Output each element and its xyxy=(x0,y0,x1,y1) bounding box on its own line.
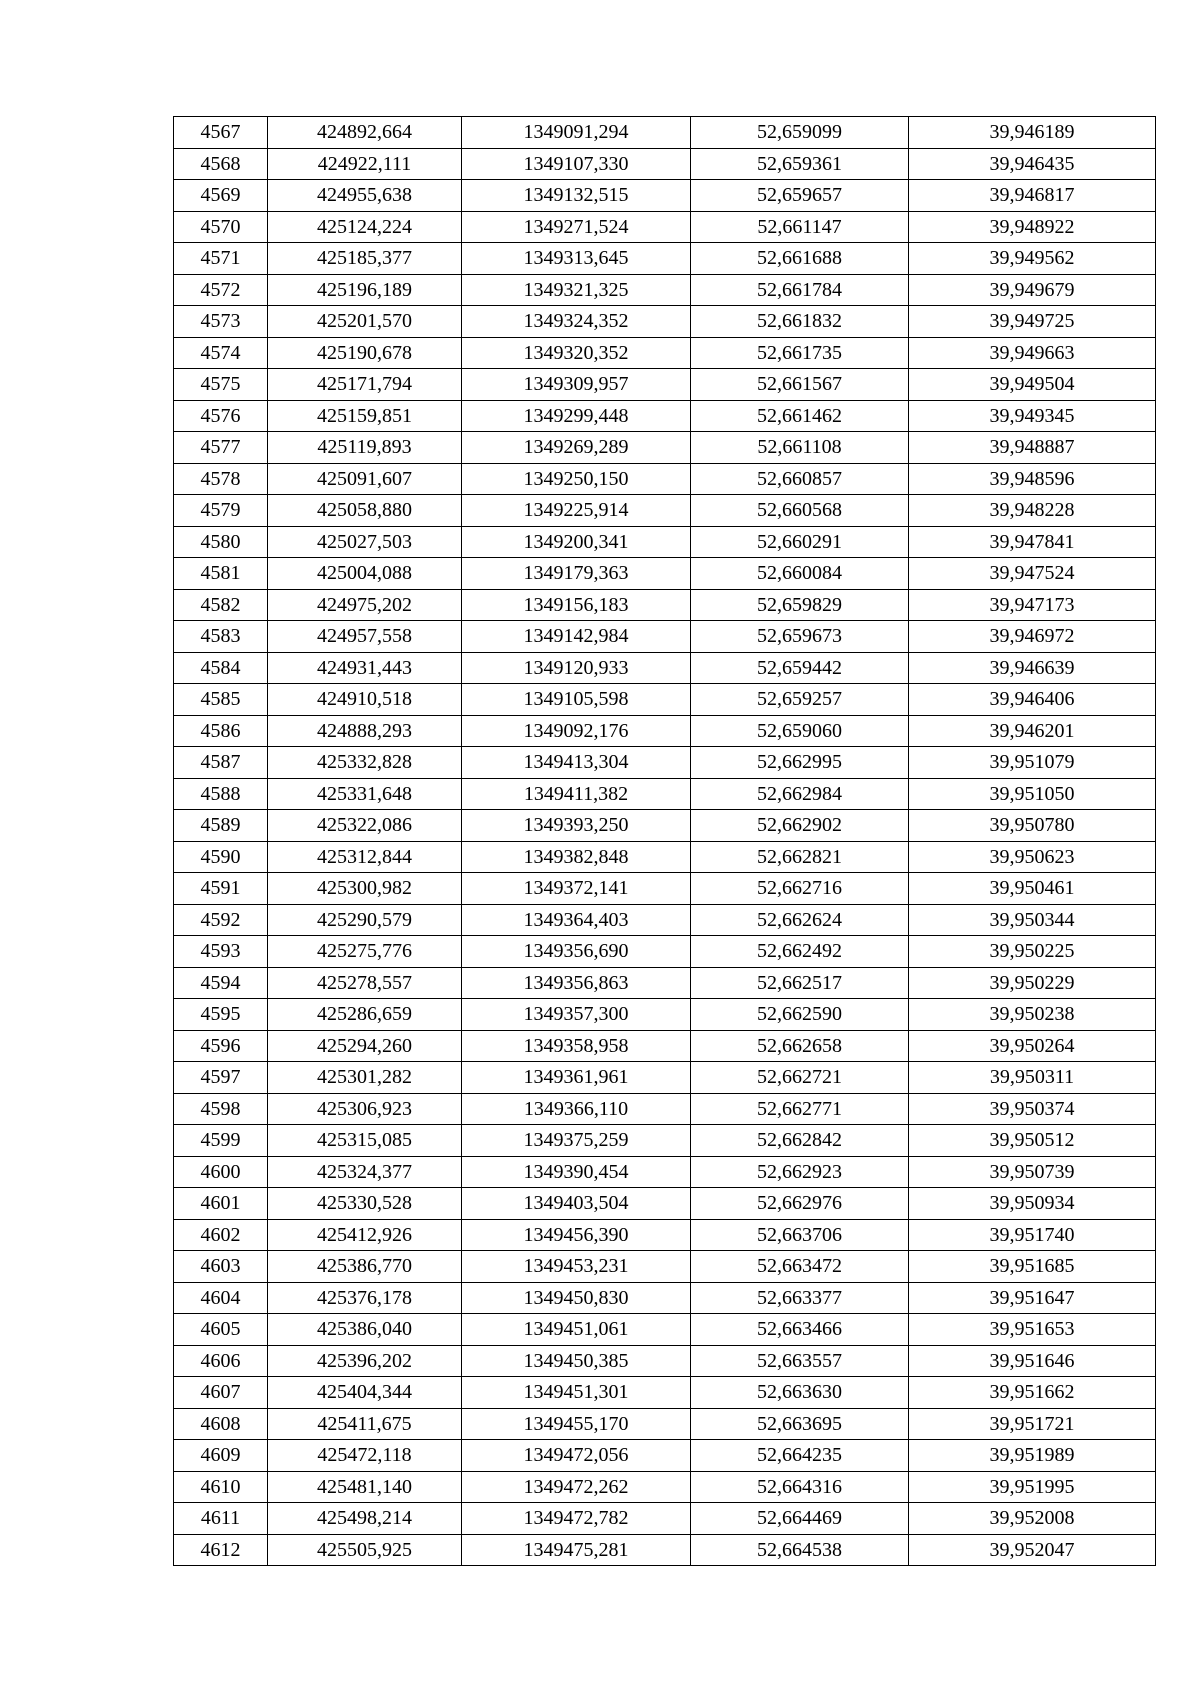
table-row xyxy=(174,1534,1156,1566)
longitude-cell: 39,946406 xyxy=(909,684,1156,716)
point-number-cell: 4596 xyxy=(174,1030,268,1062)
longitude-cell: 39,948887 xyxy=(909,432,1156,464)
table-row xyxy=(174,243,1156,275)
table-row xyxy=(174,589,1156,621)
x-coordinate-cell: 425159,851 xyxy=(268,400,462,432)
table-row xyxy=(174,369,1156,401)
latitude-cell: 52,659099 xyxy=(691,117,909,149)
point-number-cell: 4602 xyxy=(174,1219,268,1251)
table-row xyxy=(174,1251,1156,1283)
longitude-cell: 39,946201 xyxy=(909,715,1156,747)
longitude-cell: 39,949663 xyxy=(909,337,1156,369)
longitude-cell: 39,950374 xyxy=(909,1093,1156,1125)
latitude-cell: 52,662821 xyxy=(691,841,909,873)
x-coordinate-cell: 425286,659 xyxy=(268,999,462,1031)
point-number-cell: 4607 xyxy=(174,1377,268,1409)
longitude-cell: 39,951050 xyxy=(909,778,1156,810)
point-number-cell: 4599 xyxy=(174,1125,268,1157)
latitude-cell: 52,659361 xyxy=(691,148,909,180)
longitude-cell: 39,946639 xyxy=(909,652,1156,684)
x-coordinate-cell: 425312,844 xyxy=(268,841,462,873)
table-row xyxy=(174,1188,1156,1220)
latitude-cell: 52,662658 xyxy=(691,1030,909,1062)
table-row xyxy=(174,463,1156,495)
y-coordinate-cell: 1349132,515 xyxy=(462,180,691,212)
longitude-cell: 39,949562 xyxy=(909,243,1156,275)
x-coordinate-cell: 425324,377 xyxy=(268,1156,462,1188)
longitude-cell: 39,951740 xyxy=(909,1219,1156,1251)
point-number-cell: 4592 xyxy=(174,904,268,936)
latitude-cell: 52,661832 xyxy=(691,306,909,338)
y-coordinate-cell: 1349393,250 xyxy=(462,810,691,842)
x-coordinate-cell: 425185,377 xyxy=(268,243,462,275)
table-row xyxy=(174,841,1156,873)
x-coordinate-cell: 425275,776 xyxy=(268,936,462,968)
longitude-cell: 39,950225 xyxy=(909,936,1156,968)
latitude-cell: 52,662624 xyxy=(691,904,909,936)
x-coordinate-cell: 425332,828 xyxy=(268,747,462,779)
longitude-cell: 39,948228 xyxy=(909,495,1156,527)
y-coordinate-cell: 1349200,341 xyxy=(462,526,691,558)
y-coordinate-cell: 1349472,056 xyxy=(462,1440,691,1472)
y-coordinate-cell: 1349472,782 xyxy=(462,1503,691,1535)
latitude-cell: 52,664538 xyxy=(691,1534,909,1566)
x-coordinate-cell: 425396,202 xyxy=(268,1345,462,1377)
longitude-cell: 39,950739 xyxy=(909,1156,1156,1188)
x-coordinate-cell: 424931,443 xyxy=(268,652,462,684)
table-row xyxy=(174,684,1156,716)
table-row xyxy=(174,1503,1156,1535)
longitude-cell: 39,947173 xyxy=(909,589,1156,621)
latitude-cell: 52,661147 xyxy=(691,211,909,243)
table-row xyxy=(174,652,1156,684)
point-number-cell: 4573 xyxy=(174,306,268,338)
y-coordinate-cell: 1349375,259 xyxy=(462,1125,691,1157)
table-row xyxy=(174,526,1156,558)
y-coordinate-cell: 1349105,598 xyxy=(462,684,691,716)
y-coordinate-cell: 1349299,448 xyxy=(462,400,691,432)
point-number-cell: 4610 xyxy=(174,1471,268,1503)
y-coordinate-cell: 1349091,294 xyxy=(462,117,691,149)
x-coordinate-cell: 425278,557 xyxy=(268,967,462,999)
x-coordinate-cell: 425171,794 xyxy=(268,369,462,401)
table-row xyxy=(174,1093,1156,1125)
latitude-cell: 52,662492 xyxy=(691,936,909,968)
y-coordinate-cell: 1349107,330 xyxy=(462,148,691,180)
x-coordinate-cell: 425058,880 xyxy=(268,495,462,527)
longitude-cell: 39,951653 xyxy=(909,1314,1156,1346)
y-coordinate-cell: 1349313,645 xyxy=(462,243,691,275)
latitude-cell: 52,659829 xyxy=(691,589,909,621)
point-number-cell: 4594 xyxy=(174,967,268,999)
latitude-cell: 52,662842 xyxy=(691,1125,909,1157)
y-coordinate-cell: 1349366,110 xyxy=(462,1093,691,1125)
latitude-cell: 52,662902 xyxy=(691,810,909,842)
point-number-cell: 4572 xyxy=(174,274,268,306)
y-coordinate-cell: 1349250,150 xyxy=(462,463,691,495)
point-number-cell: 4606 xyxy=(174,1345,268,1377)
latitude-cell: 52,662721 xyxy=(691,1062,909,1094)
latitude-cell: 52,660568 xyxy=(691,495,909,527)
point-number-cell: 4601 xyxy=(174,1188,268,1220)
point-number-cell: 4609 xyxy=(174,1440,268,1472)
y-coordinate-cell: 1349364,403 xyxy=(462,904,691,936)
longitude-cell: 39,950229 xyxy=(909,967,1156,999)
table-row xyxy=(174,778,1156,810)
point-number-cell: 4580 xyxy=(174,526,268,558)
table-row xyxy=(174,148,1156,180)
x-coordinate-cell: 425498,214 xyxy=(268,1503,462,1535)
latitude-cell: 52,660291 xyxy=(691,526,909,558)
point-number-cell: 4583 xyxy=(174,621,268,653)
y-coordinate-cell: 1349451,061 xyxy=(462,1314,691,1346)
point-number-cell: 4577 xyxy=(174,432,268,464)
table-row xyxy=(174,306,1156,338)
longitude-cell: 39,950461 xyxy=(909,873,1156,905)
point-number-cell: 4611 xyxy=(174,1503,268,1535)
longitude-cell: 39,951647 xyxy=(909,1282,1156,1314)
point-number-cell: 4604 xyxy=(174,1282,268,1314)
point-number-cell: 4578 xyxy=(174,463,268,495)
longitude-cell: 39,950238 xyxy=(909,999,1156,1031)
y-coordinate-cell: 1349450,385 xyxy=(462,1345,691,1377)
x-coordinate-cell: 425331,648 xyxy=(268,778,462,810)
longitude-cell: 39,951646 xyxy=(909,1345,1156,1377)
y-coordinate-cell: 1349357,300 xyxy=(462,999,691,1031)
latitude-cell: 52,661784 xyxy=(691,274,909,306)
longitude-cell: 39,947841 xyxy=(909,526,1156,558)
point-number-cell: 4567 xyxy=(174,117,268,149)
longitude-cell: 39,949725 xyxy=(909,306,1156,338)
table-row xyxy=(174,999,1156,1031)
longitude-cell: 39,948922 xyxy=(909,211,1156,243)
point-number-cell: 4586 xyxy=(174,715,268,747)
longitude-cell: 39,952008 xyxy=(909,1503,1156,1535)
x-coordinate-cell: 425481,140 xyxy=(268,1471,462,1503)
latitude-cell: 52,662984 xyxy=(691,778,909,810)
longitude-cell: 39,951685 xyxy=(909,1251,1156,1283)
table-row xyxy=(174,967,1156,999)
latitude-cell: 52,664316 xyxy=(691,1471,909,1503)
latitude-cell: 52,662716 xyxy=(691,873,909,905)
y-coordinate-cell: 1349382,848 xyxy=(462,841,691,873)
x-coordinate-cell: 425386,770 xyxy=(268,1251,462,1283)
table-row xyxy=(174,715,1156,747)
x-coordinate-cell: 425412,926 xyxy=(268,1219,462,1251)
table-row xyxy=(174,1156,1156,1188)
x-coordinate-cell: 425301,282 xyxy=(268,1062,462,1094)
table-row xyxy=(174,936,1156,968)
longitude-cell: 39,947524 xyxy=(909,558,1156,590)
table-row xyxy=(174,904,1156,936)
longitude-cell: 39,952047 xyxy=(909,1534,1156,1566)
x-coordinate-cell: 424892,664 xyxy=(268,117,462,149)
table-row xyxy=(174,621,1156,653)
point-number-cell: 4588 xyxy=(174,778,268,810)
latitude-cell: 52,663472 xyxy=(691,1251,909,1283)
latitude-cell: 52,662771 xyxy=(691,1093,909,1125)
latitude-cell: 52,663706 xyxy=(691,1219,909,1251)
x-coordinate-cell: 425201,570 xyxy=(268,306,462,338)
latitude-cell: 52,659060 xyxy=(691,715,909,747)
x-coordinate-cell: 425386,040 xyxy=(268,1314,462,1346)
point-number-cell: 4589 xyxy=(174,810,268,842)
y-coordinate-cell: 1349372,141 xyxy=(462,873,691,905)
latitude-cell: 52,661567 xyxy=(691,369,909,401)
coordinates-table xyxy=(173,116,1156,1566)
point-number-cell: 4595 xyxy=(174,999,268,1031)
x-coordinate-cell: 424910,518 xyxy=(268,684,462,716)
x-coordinate-cell: 424922,111 xyxy=(268,148,462,180)
y-coordinate-cell: 1349358,958 xyxy=(462,1030,691,1062)
table-row xyxy=(174,337,1156,369)
latitude-cell: 52,662590 xyxy=(691,999,909,1031)
y-coordinate-cell: 1349472,262 xyxy=(462,1471,691,1503)
x-coordinate-cell: 425404,344 xyxy=(268,1377,462,1409)
longitude-cell: 39,948596 xyxy=(909,463,1156,495)
x-coordinate-cell: 425004,088 xyxy=(268,558,462,590)
latitude-cell: 52,659257 xyxy=(691,684,909,716)
x-coordinate-cell: 425300,982 xyxy=(268,873,462,905)
y-coordinate-cell: 1349309,957 xyxy=(462,369,691,401)
table-row xyxy=(174,1377,1156,1409)
y-coordinate-cell: 1349411,382 xyxy=(462,778,691,810)
latitude-cell: 52,663695 xyxy=(691,1408,909,1440)
y-coordinate-cell: 1349390,454 xyxy=(462,1156,691,1188)
x-coordinate-cell: 425119,893 xyxy=(268,432,462,464)
table-row xyxy=(174,117,1156,149)
point-number-cell: 4584 xyxy=(174,652,268,684)
point-number-cell: 4579 xyxy=(174,495,268,527)
y-coordinate-cell: 1349120,933 xyxy=(462,652,691,684)
x-coordinate-cell: 425322,086 xyxy=(268,810,462,842)
point-number-cell: 4600 xyxy=(174,1156,268,1188)
point-number-cell: 4593 xyxy=(174,936,268,968)
point-number-cell: 4571 xyxy=(174,243,268,275)
y-coordinate-cell: 1349271,524 xyxy=(462,211,691,243)
y-coordinate-cell: 1349455,170 xyxy=(462,1408,691,1440)
table-row xyxy=(174,432,1156,464)
x-coordinate-cell: 425376,178 xyxy=(268,1282,462,1314)
point-number-cell: 4574 xyxy=(174,337,268,369)
y-coordinate-cell: 1349403,504 xyxy=(462,1188,691,1220)
latitude-cell: 52,664235 xyxy=(691,1440,909,1472)
table-row xyxy=(174,747,1156,779)
x-coordinate-cell: 425505,925 xyxy=(268,1534,462,1566)
point-number-cell: 4576 xyxy=(174,400,268,432)
longitude-cell: 39,951989 xyxy=(909,1440,1156,1472)
y-coordinate-cell: 1349361,961 xyxy=(462,1062,691,1094)
x-coordinate-cell: 425124,224 xyxy=(268,211,462,243)
latitude-cell: 52,662923 xyxy=(691,1156,909,1188)
longitude-cell: 39,949679 xyxy=(909,274,1156,306)
point-number-cell: 4587 xyxy=(174,747,268,779)
y-coordinate-cell: 1349453,231 xyxy=(462,1251,691,1283)
latitude-cell: 52,662517 xyxy=(691,967,909,999)
longitude-cell: 39,951721 xyxy=(909,1408,1156,1440)
table-row xyxy=(174,810,1156,842)
x-coordinate-cell: 425190,678 xyxy=(268,337,462,369)
x-coordinate-cell: 424888,293 xyxy=(268,715,462,747)
latitude-cell: 52,660857 xyxy=(691,463,909,495)
x-coordinate-cell: 425306,923 xyxy=(268,1093,462,1125)
longitude-cell: 39,949345 xyxy=(909,400,1156,432)
x-coordinate-cell: 425196,189 xyxy=(268,274,462,306)
y-coordinate-cell: 1349320,352 xyxy=(462,337,691,369)
y-coordinate-cell: 1349451,301 xyxy=(462,1377,691,1409)
point-number-cell: 4612 xyxy=(174,1534,268,1566)
latitude-cell: 52,661735 xyxy=(691,337,909,369)
table-row xyxy=(174,1062,1156,1094)
latitude-cell: 52,662976 xyxy=(691,1188,909,1220)
latitude-cell: 52,663557 xyxy=(691,1345,909,1377)
longitude-cell: 39,950512 xyxy=(909,1125,1156,1157)
latitude-cell: 52,661108 xyxy=(691,432,909,464)
latitude-cell: 52,664469 xyxy=(691,1503,909,1535)
point-number-cell: 4570 xyxy=(174,211,268,243)
table-row xyxy=(174,1030,1156,1062)
table-row xyxy=(174,180,1156,212)
longitude-cell: 39,951079 xyxy=(909,747,1156,779)
y-coordinate-cell: 1349142,984 xyxy=(462,621,691,653)
y-coordinate-cell: 1349321,325 xyxy=(462,274,691,306)
y-coordinate-cell: 1349156,183 xyxy=(462,589,691,621)
point-number-cell: 4575 xyxy=(174,369,268,401)
x-coordinate-cell: 425294,260 xyxy=(268,1030,462,1062)
point-number-cell: 4598 xyxy=(174,1093,268,1125)
table-row xyxy=(174,1125,1156,1157)
x-coordinate-cell: 424975,202 xyxy=(268,589,462,621)
table-row xyxy=(174,873,1156,905)
x-coordinate-cell: 424957,558 xyxy=(268,621,462,653)
x-coordinate-cell: 425091,607 xyxy=(268,463,462,495)
y-coordinate-cell: 1349456,390 xyxy=(462,1219,691,1251)
longitude-cell: 39,950780 xyxy=(909,810,1156,842)
table-row xyxy=(174,1219,1156,1251)
longitude-cell: 39,946189 xyxy=(909,117,1156,149)
latitude-cell: 52,663630 xyxy=(691,1377,909,1409)
longitude-cell: 39,946435 xyxy=(909,148,1156,180)
coordinates-table-body xyxy=(174,117,1156,1566)
y-coordinate-cell: 1349450,830 xyxy=(462,1282,691,1314)
point-number-cell: 4597 xyxy=(174,1062,268,1094)
table-row xyxy=(174,400,1156,432)
latitude-cell: 52,661688 xyxy=(691,243,909,275)
y-coordinate-cell: 1349356,690 xyxy=(462,936,691,968)
x-coordinate-cell: 424955,638 xyxy=(268,180,462,212)
point-number-cell: 4581 xyxy=(174,558,268,590)
longitude-cell: 39,951662 xyxy=(909,1377,1156,1409)
latitude-cell: 52,659657 xyxy=(691,180,909,212)
y-coordinate-cell: 1349225,914 xyxy=(462,495,691,527)
latitude-cell: 52,659673 xyxy=(691,621,909,653)
latitude-cell: 52,661462 xyxy=(691,400,909,432)
longitude-cell: 39,946972 xyxy=(909,621,1156,653)
point-number-cell: 4591 xyxy=(174,873,268,905)
point-number-cell: 4603 xyxy=(174,1251,268,1283)
table-row xyxy=(174,558,1156,590)
latitude-cell: 52,660084 xyxy=(691,558,909,590)
y-coordinate-cell: 1349092,176 xyxy=(462,715,691,747)
latitude-cell: 52,659442 xyxy=(691,652,909,684)
latitude-cell: 52,663377 xyxy=(691,1282,909,1314)
y-coordinate-cell: 1349413,304 xyxy=(462,747,691,779)
table-row xyxy=(174,1471,1156,1503)
table-row xyxy=(174,1345,1156,1377)
longitude-cell: 39,946817 xyxy=(909,180,1156,212)
table-row xyxy=(174,1314,1156,1346)
x-coordinate-cell: 425330,528 xyxy=(268,1188,462,1220)
table-row xyxy=(174,495,1156,527)
y-coordinate-cell: 1349324,352 xyxy=(462,306,691,338)
y-coordinate-cell: 1349475,281 xyxy=(462,1534,691,1566)
table-row xyxy=(174,1408,1156,1440)
longitude-cell: 39,950311 xyxy=(909,1062,1156,1094)
point-number-cell: 4582 xyxy=(174,589,268,621)
x-coordinate-cell: 425027,503 xyxy=(268,526,462,558)
longitude-cell: 39,949504 xyxy=(909,369,1156,401)
latitude-cell: 52,663466 xyxy=(691,1314,909,1346)
table-row xyxy=(174,1282,1156,1314)
x-coordinate-cell: 425315,085 xyxy=(268,1125,462,1157)
point-number-cell: 4569 xyxy=(174,180,268,212)
table-row xyxy=(174,1440,1156,1472)
longitude-cell: 39,950623 xyxy=(909,841,1156,873)
longitude-cell: 39,950264 xyxy=(909,1030,1156,1062)
longitude-cell: 39,950344 xyxy=(909,904,1156,936)
y-coordinate-cell: 1349269,289 xyxy=(462,432,691,464)
point-number-cell: 4590 xyxy=(174,841,268,873)
x-coordinate-cell: 425411,675 xyxy=(268,1408,462,1440)
x-coordinate-cell: 425290,579 xyxy=(268,904,462,936)
point-number-cell: 4568 xyxy=(174,148,268,180)
point-number-cell: 4585 xyxy=(174,684,268,716)
point-number-cell: 4608 xyxy=(174,1408,268,1440)
latitude-cell: 52,662995 xyxy=(691,747,909,779)
point-number-cell: 4605 xyxy=(174,1314,268,1346)
x-coordinate-cell: 425472,118 xyxy=(268,1440,462,1472)
y-coordinate-cell: 1349356,863 xyxy=(462,967,691,999)
table-row xyxy=(174,274,1156,306)
table-row xyxy=(174,211,1156,243)
longitude-cell: 39,950934 xyxy=(909,1188,1156,1220)
y-coordinate-cell: 1349179,363 xyxy=(462,558,691,590)
longitude-cell: 39,951995 xyxy=(909,1471,1156,1503)
